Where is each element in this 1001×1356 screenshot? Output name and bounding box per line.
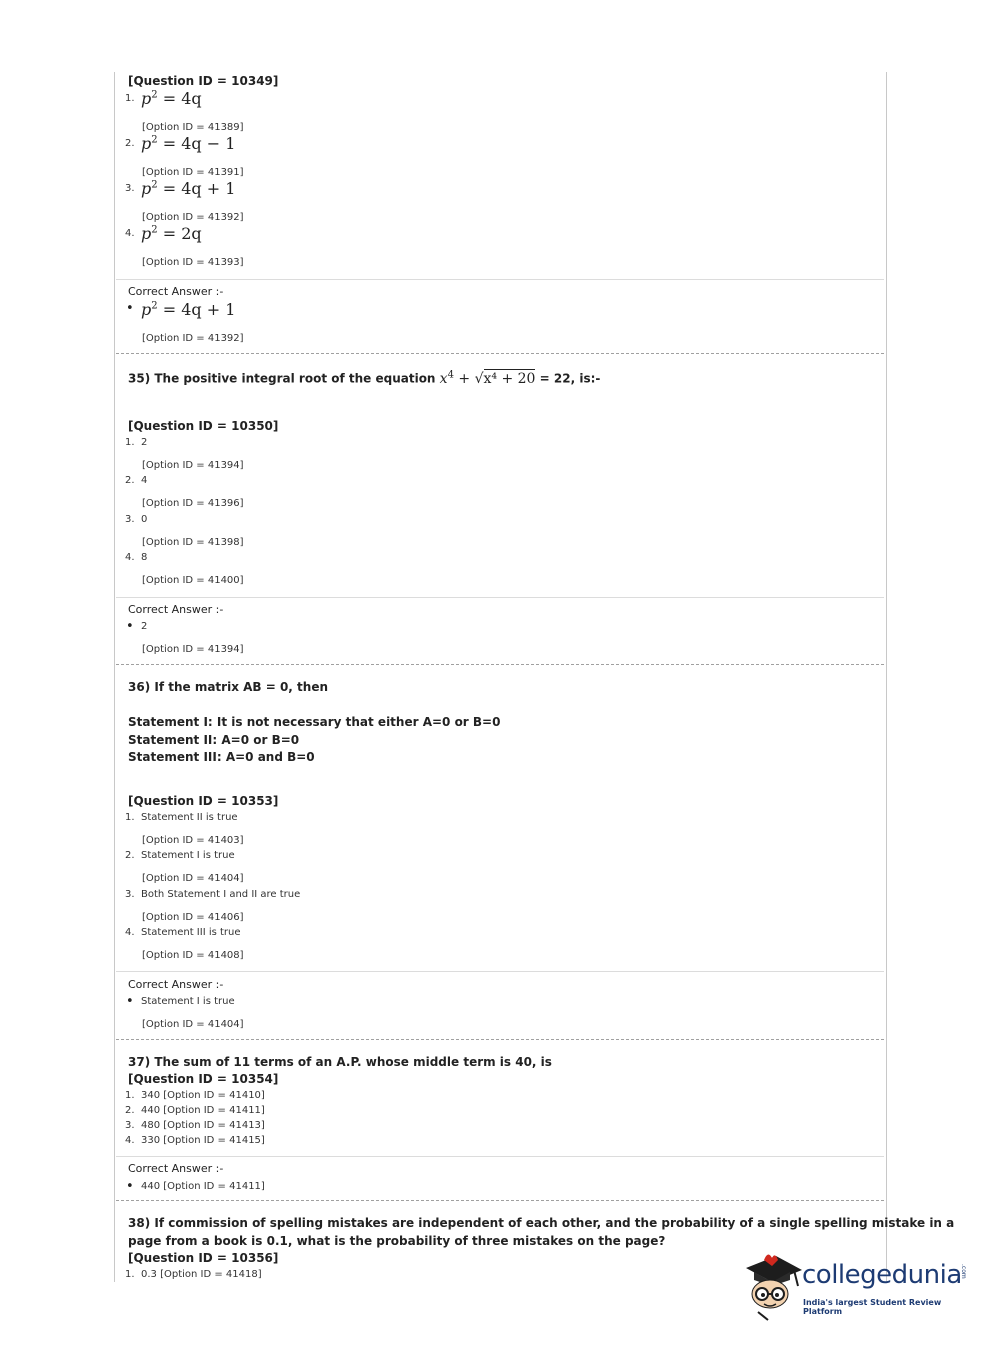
logo-tagline: India's largest Student Review Platform (803, 1298, 942, 1316)
divider (116, 1156, 884, 1157)
logo-wordmark: collegedunia (802, 1260, 962, 1290)
option-number: 3. (125, 514, 135, 525)
option-number: 3. (125, 1120, 135, 1131)
option-id: [Option ID = 41400] (142, 575, 244, 586)
option-number: 1. (125, 437, 135, 448)
option-text: 2 (141, 437, 148, 448)
bullet-icon: • (126, 1179, 134, 1194)
option-id: [Option ID = 41403] (142, 835, 244, 846)
question-id-35: [Question ID = 10350] (128, 419, 279, 433)
option-number: 4. (125, 552, 135, 563)
option-id: [Option ID = 41392] (142, 212, 244, 223)
bullet-icon: • (126, 619, 134, 634)
bullet-icon: • (126, 301, 134, 316)
option-id: [Option ID = 41398] (142, 537, 244, 548)
option-equation: $p^2 = 4q - 1$ (141, 134, 236, 153)
option-number: 1. (125, 812, 135, 823)
question-id-38: [Question ID = 10356] (128, 1251, 279, 1265)
option-text: 0.3 [Option ID = 41418] (141, 1269, 262, 1280)
option-number: 1. (125, 1269, 135, 1280)
option-id: [Option ID = 41404] (142, 1019, 244, 1030)
correct-answer-text: Statement I is true (141, 996, 235, 1007)
question-separator (116, 664, 884, 665)
inline-equation: $x^4 + √x^4 + 20$ (439, 369, 536, 387)
option-text: 480 [Option ID = 41413] (141, 1120, 265, 1131)
option-equation: $p^2 = 4q$ (141, 89, 202, 108)
correct-answer-label: Correct Answer :- (128, 978, 224, 991)
option-id: [Option ID = 41393] (142, 257, 244, 268)
mascot-icon (742, 1250, 804, 1322)
option-id: [Option ID = 41394] (142, 460, 244, 471)
option-id: [Option ID = 41404] (142, 873, 244, 884)
divider (116, 971, 884, 972)
option-id: [Option ID = 41391] (142, 167, 244, 178)
correct-answer-equation: $p^2 = 4q + 1$ (141, 300, 236, 319)
option-id: [Option ID = 41389] (142, 122, 244, 133)
divider (116, 279, 884, 280)
option-number: 2. (125, 850, 135, 861)
statement-1: Statement I: It is not necessary that either A=0 or B=0 (128, 715, 501, 729)
question-separator (116, 1200, 884, 1201)
option-id: [Option ID = 41408] (142, 950, 244, 961)
question-text-37: 37) The sum of 11 terms of an A.P. whose middle term is 40, is (128, 1055, 552, 1069)
option-text: 8 (141, 552, 148, 563)
question-text-36: 36) If the matrix AB = 0, then (128, 680, 328, 694)
question-text-38-line2: page from a book is 0.1, what is the probability of three mistakes on the page? (128, 1234, 666, 1248)
option-text: Statement I is true (141, 850, 235, 861)
option-number: 4. (125, 1135, 135, 1146)
option-number: 3. (125, 889, 135, 900)
question-text-38-line1: 38) If commission of spelling mistakes are independent of each other, and the probability of a single spelling mistake in a (128, 1216, 955, 1230)
option-id: [Option ID = 41396] (142, 498, 244, 509)
option-number: 2. (125, 138, 135, 149)
option-text: 330 [Option ID = 41415] (141, 1135, 265, 1146)
correct-answer-text: 440 [Option ID = 41411] (141, 1181, 265, 1192)
question-separator (116, 353, 884, 354)
option-number: 1. (125, 1090, 135, 1101)
option-number: 2. (125, 1105, 135, 1116)
option-id: [Option ID = 41392] (142, 333, 244, 344)
option-text: Statement II is true (141, 812, 238, 823)
correct-answer-label: Correct Answer :- (128, 285, 224, 298)
statement-2: Statement II: A=0 or B=0 (128, 733, 300, 747)
option-number: 4. (125, 927, 135, 938)
option-number: 2. (125, 475, 135, 486)
option-text: Both Statement I and II are true (141, 889, 301, 900)
question-text-35: 35) The positive integral root of the equation $x^4 + √x^4 + 20 = 22$, is:- (128, 369, 601, 387)
option-text: 0 (141, 514, 148, 525)
option-id: [Option ID = 41406] (142, 912, 244, 923)
option-equation: $p^2 = 4q + 1$ (141, 179, 236, 198)
correct-answer-label: Correct Answer :- (128, 603, 224, 616)
option-text: 440 [Option ID = 41411] (141, 1105, 265, 1116)
logo-com: .com (960, 1264, 967, 1279)
option-number: 1. (125, 93, 135, 104)
question-id-36: [Question ID = 10353] (128, 794, 279, 808)
option-text: 4 (141, 475, 148, 486)
bullet-icon: • (126, 994, 134, 1009)
option-number: 4. (125, 228, 135, 239)
question-id-34: [Question ID = 10349] (128, 74, 279, 88)
option-id: [Option ID = 41394] (142, 644, 244, 655)
collegedunia-logo (742, 1250, 972, 1322)
question-separator (116, 1039, 884, 1040)
correct-answer-label: Correct Answer :- (128, 1162, 224, 1175)
statement-3: Statement III: A=0 and B=0 (128, 750, 315, 764)
correct-answer-text: 2 (141, 621, 148, 632)
option-number: 3. (125, 183, 135, 194)
question-id-37: [Question ID = 10354] (128, 1072, 279, 1086)
option-text: 340 [Option ID = 41410] (141, 1090, 265, 1101)
option-equation: $p^2 = 2q$ (141, 224, 202, 243)
option-text: Statement III is true (141, 927, 241, 938)
divider (116, 597, 884, 598)
